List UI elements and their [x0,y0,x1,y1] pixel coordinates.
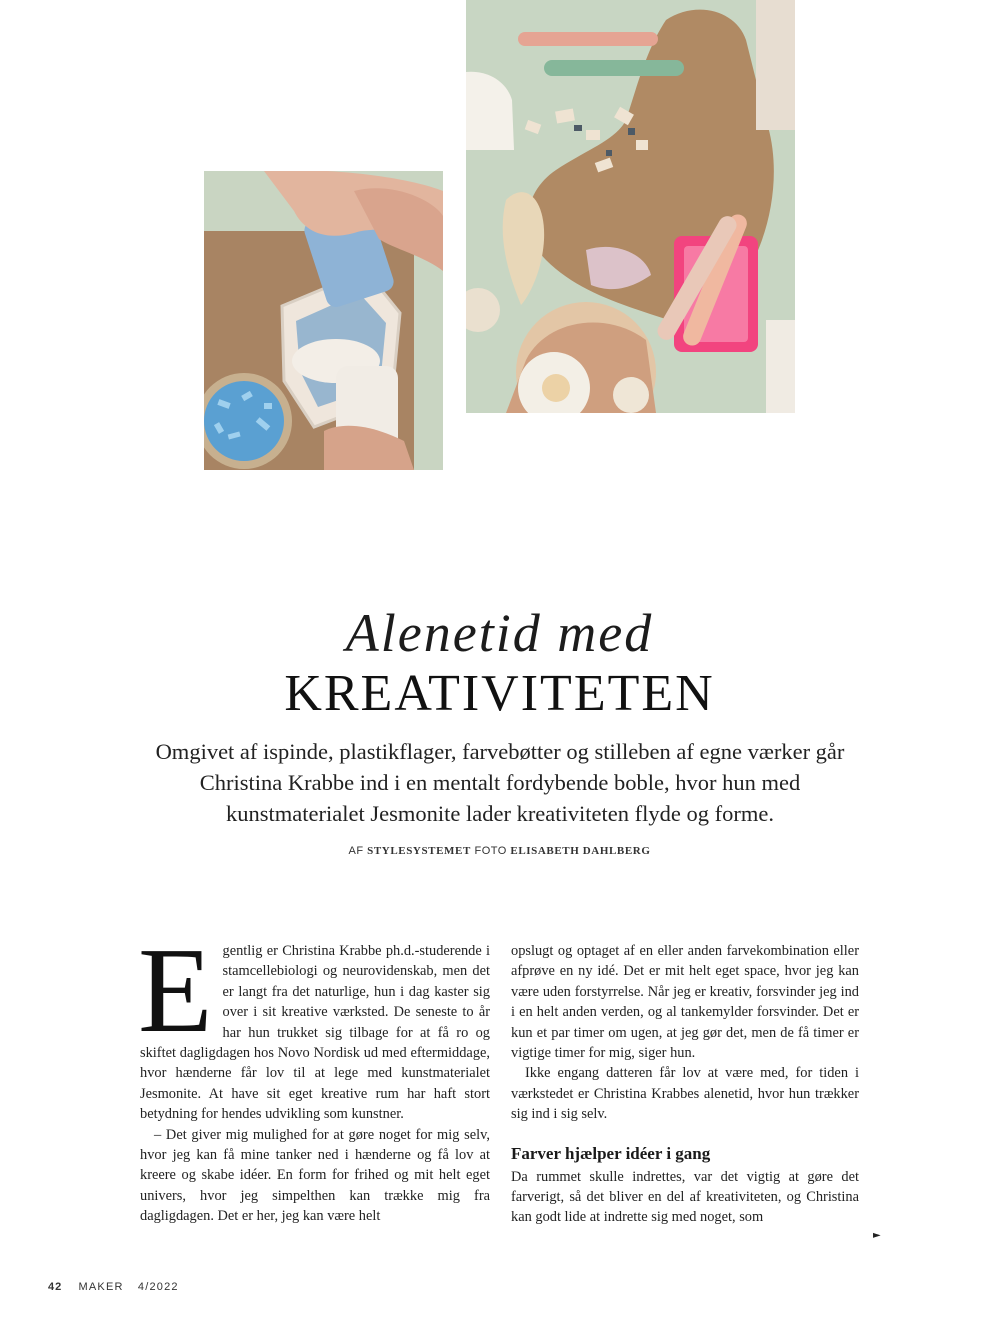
body-paragraph-4: Ikke engang datteren får lov at være med, for tiden i værkstedet er Christina Krabbes alenetid, hvor hun trækker sig ind i sig selv. [511,1065,859,1123]
page-number: 42 [48,1281,63,1293]
byline-af-label: AF [348,845,364,857]
lead-paragraph: Omgivet af ispinde, plastikflager, farvebøtter og stilleben af egne værker går Christina Krabbe ind i en mentalt fordybende boble, hvor hun med kunstmaterialet Jesmonite lader kreativiteten flyde og forme. [155,739,845,826]
photo-hands-pouring [204,171,443,470]
body-paragraph-5: Da rummet skulle indrettes, var det vigtig at gøre det farverigt, så det bliver en del af kreativiteten, og Christina kan godt lide at indrette sig med noget, som [511,1168,859,1226]
page-footer [48,1281,179,1293]
body-column-right [511,941,859,1228]
body-paragraph-3: opslugt og optaget af en eller anden farvekombination eller afprøve en ny idé. Det er mit helt eget space, hvor jeg kan være uden forstyrrelse. Når jeg er kreativ, forsvinder jeg ind i en helt anden verden, og al tankemylder forsvinder. Det er kun et par timer om ugen, at jeg gør det, men de få timer er vigtige timer for mig, siger hun. [511,943,859,1062]
body-paragraph-2: – Det giver mig mulighed for at gøre noget for mig selv, hvor jeg kan få mine tanker ned i hænderne og få lov at kreere og skabe idéer. En form for frihed og mit helt eget univers, hvor jeg simpelthen kan trække mig fra dagligdagen. Det er her, jeg kan være helt [140,1126,490,1225]
continue-arrow-icon: ► [873,1230,881,1241]
subheading: Farver hjælper idéer i gang [511,1143,711,1163]
headline-line-1: Alenetid med [345,603,654,663]
byline-author: STYLESYSTEMET [367,845,471,857]
magazine-name: MAKER [78,1281,124,1293]
photo-crafting-materials [466,0,795,413]
byline-foto-label: FOTO [474,845,507,857]
byline-photographer: ELISABETH DAHLBERG [510,845,651,857]
drop-cap: E [138,923,213,1058]
issue-number: 4/2022 [137,1281,179,1293]
headline [0,600,999,722]
headline-line-2: KREATIVITETEN [284,665,715,722]
byline [0,845,999,857]
body-paragraph-1: gentlig er Christina Krabbe ph.d.-studerende i stamcellebiologi og neurovidenskab, men det er langt fra det naturlige, hun i dag kaster sig over i sit kreative værksted. De seneste to år har hun trukket sig tilbage for at få ro og skiftet dagligdagen hos Novo Nordisk ud med eftermiddage, hvor hænderne får lov til at lege med kunstmaterialet Jesmonite. At have sit eget kreative rum har haft stort betydning for hendes udvikling som kunstner. [140,943,490,1123]
photo-hands-pouring-image [204,171,443,470]
photo-crafting-materials-image [466,0,795,413]
body-column-left [138,923,490,1227]
